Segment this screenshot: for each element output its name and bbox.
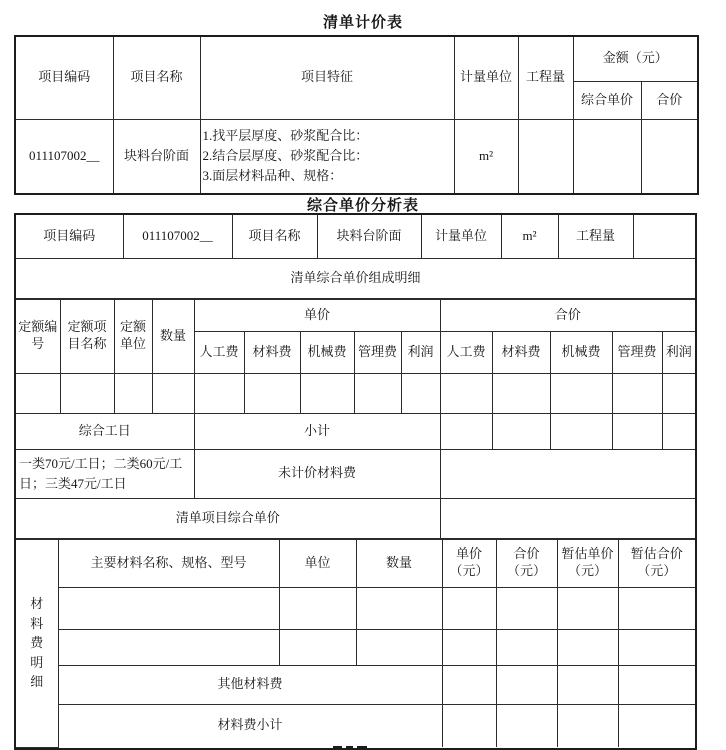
header-material-unit: 单位: [279, 539, 356, 587]
subtotal-empty-cell: [550, 413, 612, 449]
header-project-features: 项目特征: [200, 36, 454, 119]
header-up-profit: 利润: [401, 331, 440, 373]
material-empty-cell: [557, 587, 618, 629]
info-name-label: 项目名称: [232, 215, 317, 258]
composition-title: 清单综合单价组成明细: [16, 258, 695, 298]
material-empty-cell: [356, 629, 442, 665]
material-empty-cell: [58, 587, 279, 629]
info-name-value: 块料台阶面: [317, 215, 421, 258]
header-up-machinery: 机械费: [300, 331, 354, 373]
quota-empty-cell: [662, 373, 695, 413]
quota-empty-cell: [16, 373, 60, 413]
quota-empty-cell: [401, 373, 440, 413]
quota-empty-cell: [194, 373, 244, 413]
workday-label: 综合工日: [16, 413, 194, 449]
header-quantity: 工程量: [518, 36, 573, 119]
subtotal-empty-cell: [662, 413, 695, 449]
material-empty-cell: [442, 629, 496, 665]
pricing-table: [14, 35, 697, 195]
cell-total-price-empty: [641, 119, 698, 194]
subtotal-label: 小计: [194, 413, 440, 449]
header-up-management: 管理费: [354, 331, 401, 373]
quota-empty-cell: [244, 373, 300, 413]
feature-line-3: 3.面层材料品种、规格：: [202, 168, 343, 184]
header-up-material: 材料费: [244, 331, 300, 373]
subtotal-empty-cell: [492, 413, 550, 449]
material-subtotal-label: 材料费小计: [58, 704, 442, 747]
header-material-unit-price: 单价（元）: [442, 539, 496, 587]
material-empty-cell: [58, 629, 279, 665]
cell-project-code: 011107002__: [15, 119, 113, 194]
list-item-comp-price-empty-cell: [440, 498, 695, 538]
other-material-empty-cell: [442, 665, 496, 704]
material-empty-cell: [442, 587, 496, 629]
material-empty-cell: [496, 629, 557, 665]
material-subtotal-empty-cell: [496, 704, 557, 747]
quota-empty-cell: [60, 373, 114, 413]
info-code-value: 011107002__: [123, 215, 232, 258]
header-amount-group: 金额（元）: [573, 36, 698, 81]
info-unit-value: m²: [501, 215, 558, 258]
unpriced-material-empty-cell: [440, 449, 695, 498]
header-unit-price-group: 单价: [194, 299, 440, 331]
subtotal-empty-cell: [612, 413, 662, 449]
subtotal-empty-cell: [440, 413, 492, 449]
material-subtotal-empty-cell: [557, 704, 618, 747]
other-material-empty-cell: [496, 665, 557, 704]
header-quota-name: 定额项目名称: [60, 299, 114, 373]
cell-measure-unit: m²: [454, 119, 518, 194]
info-code-label: 项目编码: [16, 215, 123, 258]
other-material-label: 其他材料费: [58, 665, 442, 704]
header-material-est-total-price: 暂估合价（元）: [618, 539, 695, 587]
header-tp-machinery: 机械费: [550, 331, 612, 373]
material-subtotal-empty-cell: [442, 704, 496, 747]
cell-quantity-empty: [518, 119, 573, 194]
material-empty-cell: [496, 587, 557, 629]
info-quantity-value: [633, 215, 695, 258]
header-material-quantity: 数量: [356, 539, 442, 587]
header-material-est-unit-price: 暂估单价（元）: [557, 539, 618, 587]
quota-empty-cell: [492, 373, 550, 413]
header-project-code: 项目编码: [15, 36, 113, 119]
clipped-text-fragment: [333, 746, 373, 750]
cell-comp-unit-price-empty: [573, 119, 641, 194]
header-up-labor: 人工费: [194, 331, 244, 373]
quota-empty-cell: [550, 373, 612, 413]
quota-empty-cell: [354, 373, 401, 413]
quota-empty-cell: [440, 373, 492, 413]
cell-project-name: 块料台阶面: [113, 119, 200, 194]
header-measure-unit: 计量单位: [454, 36, 518, 119]
unpriced-material-label: 未计价材料费: [194, 449, 440, 498]
header-quota-unit: 定额单位: [114, 299, 152, 373]
material-empty-cell: [557, 629, 618, 665]
header-quota-quantity: 数量: [152, 299, 194, 373]
material-empty-cell: [356, 587, 442, 629]
quota-empty-cell: [300, 373, 354, 413]
workday-rate-note: 一类70元/工日；二类60元/工日；三类47元/工日: [16, 449, 194, 498]
list-item-comp-price-label: 清单项目综合单价: [16, 498, 440, 538]
info-unit-label: 计量单位: [421, 215, 501, 258]
material-empty-cell: [279, 587, 356, 629]
other-material-empty-cell: [557, 665, 618, 704]
material-subtotal-empty-cell: [618, 704, 695, 747]
analysis-table-title: 综合单价分析表: [306, 198, 419, 214]
material-empty-cell: [279, 629, 356, 665]
info-quantity-label: 工程量: [558, 215, 633, 258]
material-empty-cell: [618, 587, 695, 629]
header-tp-management: 管理费: [612, 331, 662, 373]
quota-empty-cell: [114, 373, 152, 413]
cell-project-features: [200, 119, 454, 194]
header-total-price: 合价: [641, 81, 698, 119]
header-project-name: 项目名称: [113, 36, 200, 119]
feature-line-1: 1.找平层厚度、砂浆配合比：: [202, 128, 369, 144]
header-total-price-group: 合价: [440, 299, 695, 331]
header-tp-profit: 利润: [662, 331, 695, 373]
header-comp-unit-price: 综合单价: [573, 81, 641, 119]
header-material-name: 主要材料名称、规格、型号: [58, 539, 279, 587]
quota-empty-cell: [152, 373, 194, 413]
pricing-table-title: 清单计价表: [322, 15, 403, 31]
header-quota-code: 定额编号: [16, 299, 60, 373]
other-material-empty-cell: [618, 665, 695, 704]
material-detail-side-label-text: 材料费明细: [30, 596, 44, 690]
quota-empty-cell: [612, 373, 662, 413]
feature-line-2: 2.结合层厚度、砂浆配合比：: [202, 148, 369, 164]
analysis-table: [14, 213, 697, 750]
header-tp-material: 材料费: [492, 331, 550, 373]
material-detail-side-label: [16, 539, 58, 747]
header-material-total-price: 合价（元）: [496, 539, 557, 587]
header-tp-labor: 人工费: [440, 331, 492, 373]
material-empty-cell: [618, 629, 695, 665]
